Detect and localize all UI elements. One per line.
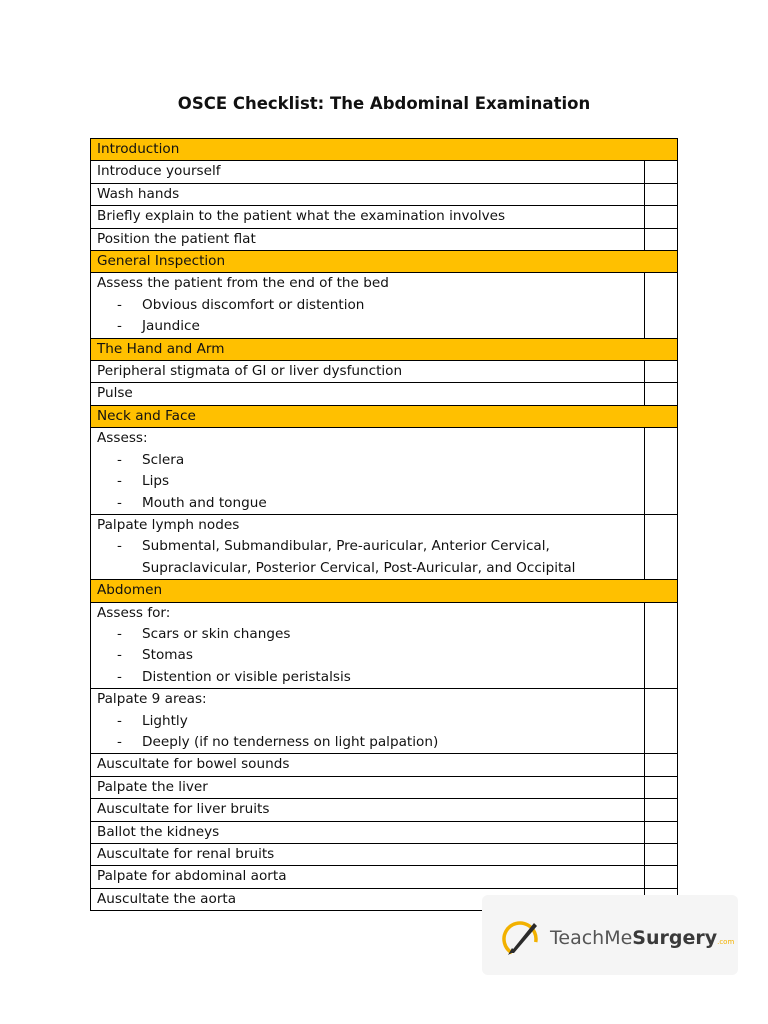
sub-item bbox=[97, 645, 638, 666]
sub-item bbox=[97, 732, 638, 753]
checklist-item bbox=[91, 361, 645, 383]
bullet-dash: - bbox=[117, 712, 122, 729]
sub-item-text: Deeply (if no tenderness on light palpation) bbox=[142, 733, 439, 750]
checklist-item bbox=[91, 754, 645, 776]
sub-item-text: Mouth and tongue bbox=[142, 494, 267, 511]
item-text: Palpate lymph nodes bbox=[97, 516, 240, 533]
item-text: Assess: bbox=[97, 430, 148, 447]
sub-item-text: Sclera bbox=[142, 451, 185, 468]
sub-item-text: Lips bbox=[142, 473, 170, 490]
sub-item-text: Scars or skin changes bbox=[142, 625, 291, 642]
section-title: Introduction bbox=[91, 139, 678, 161]
bullet-dash: - bbox=[117, 494, 122, 511]
sub-item bbox=[97, 536, 638, 557]
section-header bbox=[91, 580, 678, 602]
logo-wordmark bbox=[550, 927, 734, 949]
checkbox-cell[interactable] bbox=[644, 383, 677, 405]
item-text: Auscultate for liver bruits bbox=[97, 801, 270, 818]
section-header bbox=[91, 405, 678, 427]
checklist-row bbox=[91, 383, 678, 405]
item-text: Auscultate for bowel sounds bbox=[97, 756, 290, 773]
item-text: Palpate for abdominal aorta bbox=[97, 868, 287, 885]
item-text: Assess for: bbox=[97, 604, 171, 621]
checklist-row bbox=[91, 754, 678, 776]
item-text: Palpate the liver bbox=[97, 778, 208, 795]
checkbox-cell[interactable] bbox=[644, 228, 677, 250]
item-text: Introduce yourself bbox=[97, 163, 221, 180]
item-text: Auscultate the aorta bbox=[97, 890, 237, 907]
sub-item bbox=[97, 493, 638, 514]
section-title: Abdomen bbox=[91, 580, 678, 602]
item-text: Briefly explain to the patient what the examination involves bbox=[97, 208, 506, 225]
checklist-row bbox=[91, 602, 678, 689]
checkbox-cell[interactable] bbox=[644, 754, 677, 776]
checklist-row bbox=[91, 228, 678, 250]
bullet-dash: - bbox=[117, 296, 122, 313]
sub-item bbox=[97, 295, 638, 316]
page-title: OSCE Checklist: The Abdominal Examination bbox=[177, 94, 591, 113]
checklist-row bbox=[91, 361, 678, 383]
checklist-row bbox=[91, 161, 678, 183]
checklist-item bbox=[91, 206, 645, 228]
bullet-dash: - bbox=[117, 647, 122, 664]
item-text: Peripheral stigmata of GI or liver dysfunction bbox=[97, 363, 403, 380]
checklist-item bbox=[91, 428, 645, 515]
checklist-row bbox=[91, 206, 678, 228]
sub-item-text: Submental, Submandibular, Pre-auricular, Anterior Cervical, bbox=[142, 538, 550, 555]
checklist-row bbox=[91, 689, 678, 754]
item-text: Assess the patient from the end of the bed bbox=[97, 275, 389, 292]
checklist-item bbox=[91, 228, 645, 250]
checklist-item bbox=[91, 273, 645, 338]
item-text: Wash hands bbox=[97, 185, 180, 202]
section-title: General Inspection bbox=[91, 251, 678, 273]
quill-pen-icon bbox=[500, 917, 542, 959]
sub-item-text: Stomas bbox=[142, 647, 193, 664]
checkbox-cell[interactable] bbox=[644, 844, 677, 866]
checkbox-cell[interactable] bbox=[644, 514, 677, 579]
bullet-dash: - bbox=[117, 473, 122, 490]
checkbox-cell[interactable] bbox=[644, 161, 677, 183]
bullet-dash: - bbox=[117, 318, 122, 335]
checklist-item bbox=[91, 821, 645, 843]
checkbox-cell[interactable] bbox=[644, 428, 677, 515]
checkbox-cell[interactable] bbox=[644, 821, 677, 843]
sub-item-text: Lightly bbox=[142, 712, 188, 729]
checkbox-cell[interactable] bbox=[644, 866, 677, 888]
item-text: Auscultate for renal bruits bbox=[97, 846, 275, 862]
checklist-item bbox=[91, 776, 645, 798]
sub-item-text: Obvious discomfort or distention bbox=[142, 296, 365, 313]
checklist-row bbox=[91, 799, 678, 821]
checkbox-cell[interactable] bbox=[644, 183, 677, 205]
checklist-item bbox=[91, 383, 645, 405]
sub-item bbox=[97, 316, 638, 337]
checkbox-cell[interactable] bbox=[644, 206, 677, 228]
sub-item bbox=[97, 450, 638, 471]
sub-item bbox=[97, 624, 638, 645]
bullet-dash: - bbox=[117, 733, 122, 750]
sub-item bbox=[97, 667, 638, 688]
item-text: Palpate 9 areas: bbox=[97, 691, 207, 708]
checklist-row bbox=[91, 514, 678, 579]
teachmesurgery-logo bbox=[482, 895, 738, 975]
checkbox-cell[interactable] bbox=[644, 361, 677, 383]
checklist-item bbox=[91, 799, 645, 821]
section-header bbox=[91, 251, 678, 273]
section-header bbox=[91, 338, 678, 360]
checklist-item bbox=[91, 844, 645, 866]
item-text: Pulse bbox=[97, 385, 133, 402]
section-title: Neck and Face bbox=[91, 405, 678, 427]
checklist-row bbox=[91, 183, 678, 205]
bullet-dash: - bbox=[117, 668, 122, 685]
logo-name-light: TeachMe bbox=[550, 927, 633, 949]
sub-item-text: Distention or visible peristalsis bbox=[142, 668, 351, 685]
checkbox-cell[interactable] bbox=[644, 602, 677, 689]
checklist-row bbox=[91, 273, 678, 338]
checklist-row bbox=[91, 866, 678, 888]
logo-name-bold: Surgery bbox=[632, 927, 718, 949]
logo-suffix: .com bbox=[717, 938, 735, 946]
checklist-item bbox=[91, 602, 645, 689]
checklist-item bbox=[91, 866, 645, 888]
checklist-row bbox=[91, 776, 678, 798]
checklist-item bbox=[91, 161, 645, 183]
sub-item bbox=[97, 711, 638, 732]
bullet-dash: - bbox=[117, 538, 122, 555]
checklist-row bbox=[91, 428, 678, 515]
checkbox-cell[interactable] bbox=[644, 776, 677, 798]
checklist-item bbox=[91, 689, 645, 754]
item-text: Ballot the kidneys bbox=[97, 823, 220, 840]
item-text: Position the patient flat bbox=[97, 230, 256, 247]
checklist-item bbox=[91, 514, 645, 579]
checklist-item bbox=[91, 183, 645, 205]
section-header bbox=[91, 139, 678, 161]
checklist-table bbox=[90, 138, 678, 911]
checkbox-cell[interactable] bbox=[644, 689, 677, 754]
checklist-row bbox=[91, 844, 678, 866]
bullet-dash: - bbox=[117, 625, 122, 642]
section-title: The Hand and Arm bbox=[91, 338, 678, 360]
checkbox-cell[interactable] bbox=[644, 273, 677, 338]
checklist-row bbox=[91, 821, 678, 843]
checkbox-cell[interactable] bbox=[644, 799, 677, 821]
bullet-dash: - bbox=[117, 451, 122, 468]
sub-item bbox=[97, 471, 638, 492]
sub-item-text: Jaundice bbox=[142, 318, 200, 335]
sub-item-text-continued: Supraclavicular, Posterior Cervical, Post-Auricular, and Occipital bbox=[142, 559, 576, 576]
